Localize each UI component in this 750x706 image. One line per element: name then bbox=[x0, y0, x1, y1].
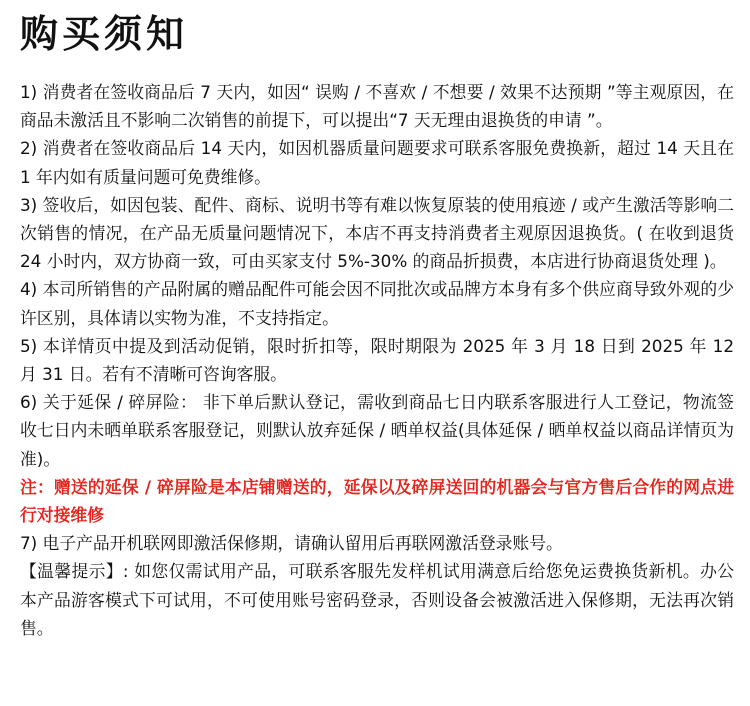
notice-item-3-usage-traces: 3) 签收后，如因包装、配件、商标、说明书等有难以恢复原装的使用痕迹 / 或产生激活等影响二次销售的情况，在产品无质量问题情况下，本店不再支持消费者主观原因退换货。( 在收到退货 24 小时内，双方协商一致，可由买家支付 5%-30% 的商品折损费，本店进行协商退货处理 )。 bbox=[20, 194, 734, 272]
notice-item-5-promotion-period: 5) 本详情页中提及到活动促销，限时折扣等，限时期限为 2025 年 3 月 18 日到 2025 年 12 月 31 日。若有不清晰可咨询客服。 bbox=[20, 335, 734, 385]
warranty-warning-note: 注：赠送的延保 / 碎屏险是本店铺赠送的，延保以及碎屏送回的机器会与官方售后合作的网点进行对接维修 bbox=[20, 476, 734, 526]
notice-item-1-return-policy: 1) 消费者在签收商品后 7 天内，如因“ 误购 / 不喜欢 / 不想要 / 效果不达预期 ”等主观原因，在商品未激活且不影响二次销售的前提下，可以提出“7 天无理由退换货的申请 ”。 bbox=[20, 82, 734, 131]
notice-item-4-accessories: 4) 本司所销售的产品附属的赠品配件可能会因不同批次或品牌方本身有多个供应商导致外观的少许区别，具体请以实物为准，不支持指定。 bbox=[20, 279, 734, 328]
notice-item-6-extended-warranty: 6) 关于延保 / 碎屏险： 非下单后默认登记，需收到商品七日内联系客服进行人工登记，物流签收七日内未晒单联系客服登记，则默认放弃延保 / 晒单权益(具体延保 / 晒单权益以商品详情页为准)。 bbox=[20, 392, 734, 469]
notice-item-7-activation: 7) 电子产品开机联网即激活保修期，请确认留用后再联网激活登录账号。 bbox=[20, 533, 563, 554]
page-title: 购买须知 bbox=[20, 12, 189, 56]
notice-item-2-quality-exchange: 2) 消费者在签收商品后 14 天内，如因机器质量问题要求可联系客服免费换新，超过 14 天且在 1 年内如有质量问题可免费维修。 bbox=[20, 138, 734, 187]
notice-body bbox=[20, 78, 734, 642]
friendly-tip: 【温馨提示】: 如您仅需试用产品，可联系客服先发样机试用满意后给您免运费换货新机。办公本产品游客模式下可试用，不可使用账号密码登录，否则设备会被激活进入保修期，无法再次销售。 bbox=[20, 561, 734, 638]
